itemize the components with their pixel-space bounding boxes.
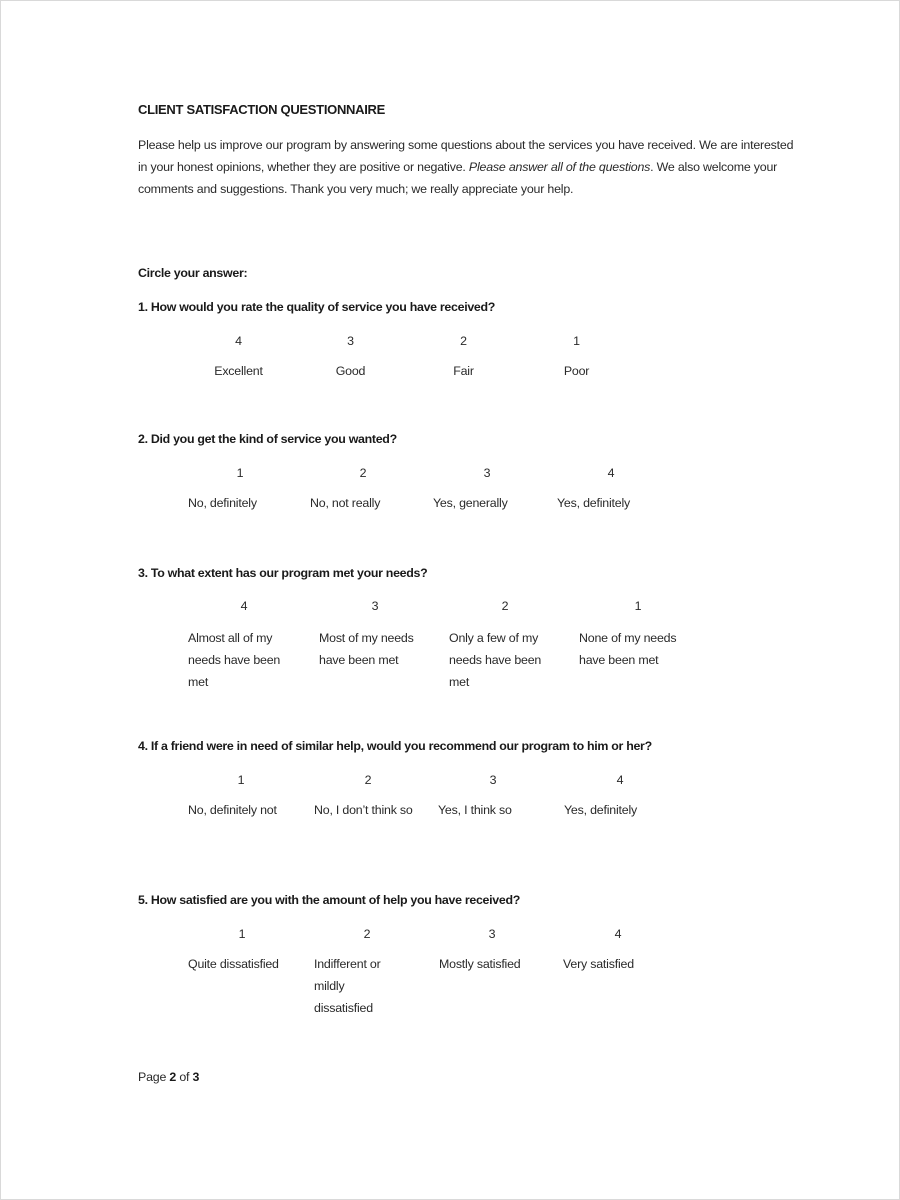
intro-emphasis: Please answer all of the questions bbox=[468, 160, 651, 174]
option-label: Very satisfied bbox=[563, 957, 634, 971]
option-label: Indifferent or mildly dissatisfied bbox=[314, 957, 381, 1015]
option-label: Yes, I think so bbox=[438, 803, 512, 817]
option-value: 3 bbox=[483, 466, 491, 480]
option-value: 2 bbox=[363, 927, 371, 941]
document-title: CLIENT SATISFACTION QUESTIONNAIRE bbox=[138, 102, 385, 117]
option-value: 2 bbox=[460, 334, 467, 348]
option-label: No, I don’t think so bbox=[314, 803, 413, 817]
option-label: Mostly satisfied bbox=[439, 957, 521, 971]
question-1 bbox=[138, 300, 838, 314]
option-label: Quite dissatisfied bbox=[188, 957, 279, 971]
option-label: Yes, definitely bbox=[557, 496, 631, 510]
option-value: 2 bbox=[364, 773, 372, 787]
option-value: 3 bbox=[347, 334, 354, 348]
question-text: 5. How satisfied are you with the amount of help you have received? bbox=[138, 893, 520, 907]
question-5 bbox=[138, 893, 838, 907]
option-value: 4 bbox=[235, 334, 242, 348]
of-word: of bbox=[176, 1070, 193, 1084]
option-label: Yes, definitely bbox=[564, 803, 638, 817]
page-word: Page bbox=[138, 1070, 170, 1084]
option-value: 4 bbox=[607, 466, 615, 480]
option-label: Fair bbox=[453, 364, 474, 378]
option-label: Most of my needs have been met bbox=[319, 631, 414, 667]
question-3 bbox=[138, 566, 838, 580]
option-label: Excellent bbox=[214, 364, 263, 378]
option-label: Only a few of my needs have been met bbox=[449, 631, 542, 689]
option-value: 2 bbox=[501, 599, 509, 613]
option-label: Almost all of my needs have been met bbox=[188, 631, 281, 689]
question-text: 1. How would you rate the quality of service you have received? bbox=[138, 300, 496, 314]
option-label: None of my needs have been met bbox=[579, 631, 677, 667]
option-value: 1 bbox=[573, 334, 580, 348]
option-label: No, definitely bbox=[188, 496, 257, 510]
instruction-label: Circle your answer: bbox=[138, 266, 248, 280]
current-page: 2 bbox=[169, 1070, 177, 1084]
option-value: 4 bbox=[616, 773, 624, 787]
option-label: No, not really bbox=[310, 496, 381, 510]
question-2 bbox=[138, 432, 838, 446]
question-text: 4. If a friend were in need of similar help, would you recommend our program to him or her? bbox=[138, 739, 652, 753]
intro-paragraph bbox=[138, 134, 798, 200]
question-text: 2. Did you get the kind of service you wanted? bbox=[138, 432, 397, 446]
option-value: 3 bbox=[371, 599, 379, 613]
intro-text-2: . We also welcome your comments and suggestions. Thank you very much; we really appreciate your help. bbox=[138, 160, 778, 196]
option-value: 4 bbox=[614, 927, 622, 941]
option-label: Poor bbox=[563, 364, 590, 378]
intro-text-1: Please help us improve our program by answering some questions about the services you have received. We are interested in your honest opinions, whether they are positive or negative. bbox=[138, 138, 794, 174]
option-label: Good bbox=[335, 364, 366, 378]
option-label: Yes, generally bbox=[433, 496, 508, 510]
question-4 bbox=[138, 739, 838, 753]
option-value: 3 bbox=[488, 927, 496, 941]
option-label: No, definitely not bbox=[188, 803, 277, 817]
option-value: 4 bbox=[240, 599, 248, 613]
option-value: 1 bbox=[237, 773, 245, 787]
page-number bbox=[138, 1070, 199, 1084]
option-value: 2 bbox=[359, 466, 367, 480]
total-pages: 3 bbox=[192, 1070, 200, 1084]
question-text: 3. To what extent has our program met your needs? bbox=[138, 566, 428, 580]
option-value: 3 bbox=[489, 773, 497, 787]
option-value: 1 bbox=[634, 599, 642, 613]
option-value: 1 bbox=[236, 466, 244, 480]
option-value: 1 bbox=[238, 927, 246, 941]
